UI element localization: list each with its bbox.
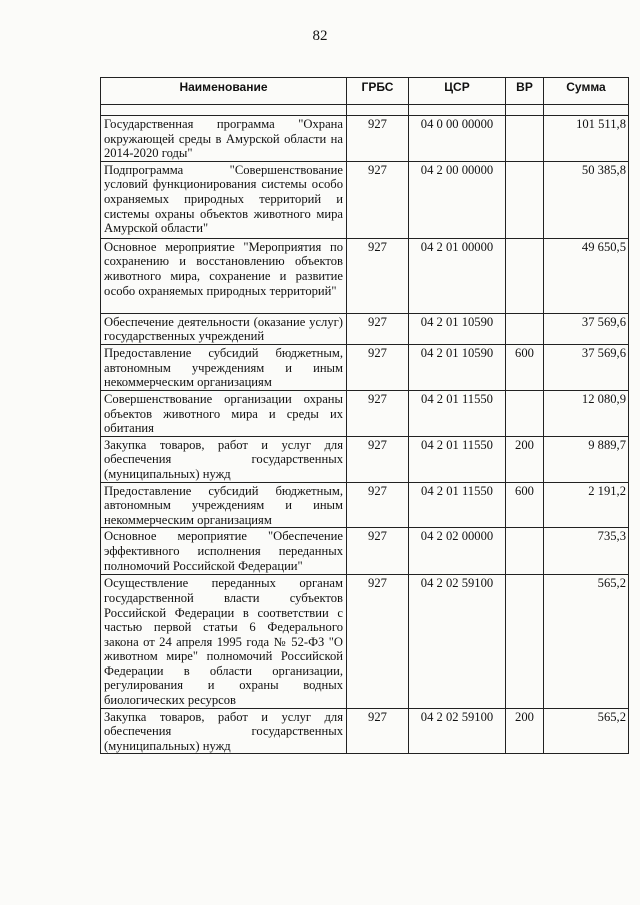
cell-csr: 04 2 01 11550 — [409, 482, 506, 528]
cell-grbs: 927 — [347, 238, 409, 313]
cell-name: Обеспечение деятельности (оказание услуг) государственных учреждений — [101, 313, 347, 344]
cell-csr: 04 2 01 10590 — [409, 313, 506, 344]
cell-grbs: 927 — [347, 116, 409, 162]
table-row — [101, 390, 629, 436]
cell-grbs: 927 — [347, 482, 409, 528]
cell-csr: 04 2 01 10590 — [409, 344, 506, 390]
cell-grbs: 927 — [347, 161, 409, 238]
cell-sum: 565,2 — [544, 708, 629, 754]
cell-grbs: 927 — [347, 436, 409, 482]
cell-sum: 9 889,7 — [544, 436, 629, 482]
page-number: 82 — [312, 28, 328, 44]
table-row — [101, 575, 629, 708]
cell-sum: 565,2 — [544, 575, 629, 708]
cell-sum: 101 511,8 — [544, 116, 629, 162]
table-row — [101, 436, 629, 482]
cell-csr: 04 2 02 59100 — [409, 575, 506, 708]
cell-csr: 04 2 00 00000 — [409, 161, 506, 238]
cell-vr: 600 — [506, 344, 544, 390]
table-row — [101, 238, 629, 313]
cell-vr: 200 — [506, 436, 544, 482]
cell-name: Основное мероприятие "Обеспечение эффективного исполнения переданных полномочий Российской Федерации" — [101, 528, 347, 575]
cell-vr: 200 — [506, 708, 544, 754]
header-grbs: ГРБС — [347, 78, 409, 105]
cell-sum: 735,3 — [544, 528, 629, 575]
cell-vr — [506, 116, 544, 162]
cell-grbs: 927 — [347, 575, 409, 708]
cell-name: Предоставление субсидий бюджетным, автономным учреждениям и иным некоммерческим организациям — [101, 482, 347, 528]
cell-grbs: 927 — [347, 528, 409, 575]
cell-grbs: 927 — [347, 390, 409, 436]
cell-name: Предоставление субсидий бюджетным, автономным учреждениям и иным некоммерческим организациям — [101, 344, 347, 390]
table-header — [101, 78, 629, 105]
cell-csr: 04 2 02 59100 — [409, 708, 506, 754]
table-row — [101, 116, 629, 162]
cell-csr: 04 0 00 00000 — [409, 116, 506, 162]
cell-csr: 04 2 01 11550 — [409, 390, 506, 436]
cell-name: Государственная программа "Охрана окружающей среды в Амурской области на 2014-2020 годы" — [101, 116, 347, 162]
cell-vr — [506, 238, 544, 313]
cell-csr: 04 2 01 11550 — [409, 436, 506, 482]
cell-grbs: 927 — [347, 313, 409, 344]
cell-csr: 04 2 02 00000 — [409, 528, 506, 575]
cell-name: Подпрограмма "Совершенствование условий функционирования системы особо охраняемых природных территорий и системы охраны объектов животного мира Амурской области" — [101, 161, 347, 238]
header-csr: ЦСР — [409, 78, 506, 105]
cell-name: Осуществление переданных органам государственной власти субъектов Российской Федерации в соответствии с частью первой статьи 6 Федерального закона от 24 апреля 1995 года № 52-ФЗ "О животном мире" полномочий Российской Федерации в области организации, регулирования и охраны водных биологических ресурсов — [101, 575, 347, 708]
cell-vr — [506, 313, 544, 344]
table-row — [101, 528, 629, 575]
cell-vr — [506, 161, 544, 238]
cell-vr — [506, 528, 544, 575]
cell-name: Совершенствование организации охраны объектов животного мира и среды их обитания — [101, 390, 347, 436]
table-body — [101, 105, 629, 754]
header-name: Наименование — [101, 78, 347, 105]
cell-sum: 37 569,6 — [544, 344, 629, 390]
table-row — [101, 708, 629, 754]
header-spacer — [101, 105, 629, 116]
cell-sum: 12 080,9 — [544, 390, 629, 436]
cell-vr: 600 — [506, 482, 544, 528]
cell-name: Закупка товаров, работ и услуг для обеспечения государственных (муниципальных) нужд — [101, 708, 347, 754]
cell-sum: 2 191,2 — [544, 482, 629, 528]
cell-vr — [506, 390, 544, 436]
table-row — [101, 313, 629, 344]
cell-sum: 50 385,8 — [544, 161, 629, 238]
table-row — [101, 344, 629, 390]
cell-name: Основное мероприятие "Мероприятия по сохранению и восстановлению объектов животного мира, сохранение и развитие особо охраняемых природных территорий" — [101, 238, 347, 313]
cell-grbs: 927 — [347, 344, 409, 390]
table-row — [101, 161, 629, 238]
cell-sum: 37 569,6 — [544, 313, 629, 344]
cell-csr: 04 2 01 00000 — [409, 238, 506, 313]
table-row — [101, 482, 629, 528]
cell-vr — [506, 575, 544, 708]
budget-table — [100, 77, 629, 754]
cell-grbs: 927 — [347, 708, 409, 754]
cell-sum: 49 650,5 — [544, 238, 629, 313]
cell-name: Закупка товаров, работ и услуг для обеспечения государственных (муниципальных) нужд — [101, 436, 347, 482]
header-sum: Сумма — [544, 78, 629, 105]
header-vr: ВР — [506, 78, 544, 105]
